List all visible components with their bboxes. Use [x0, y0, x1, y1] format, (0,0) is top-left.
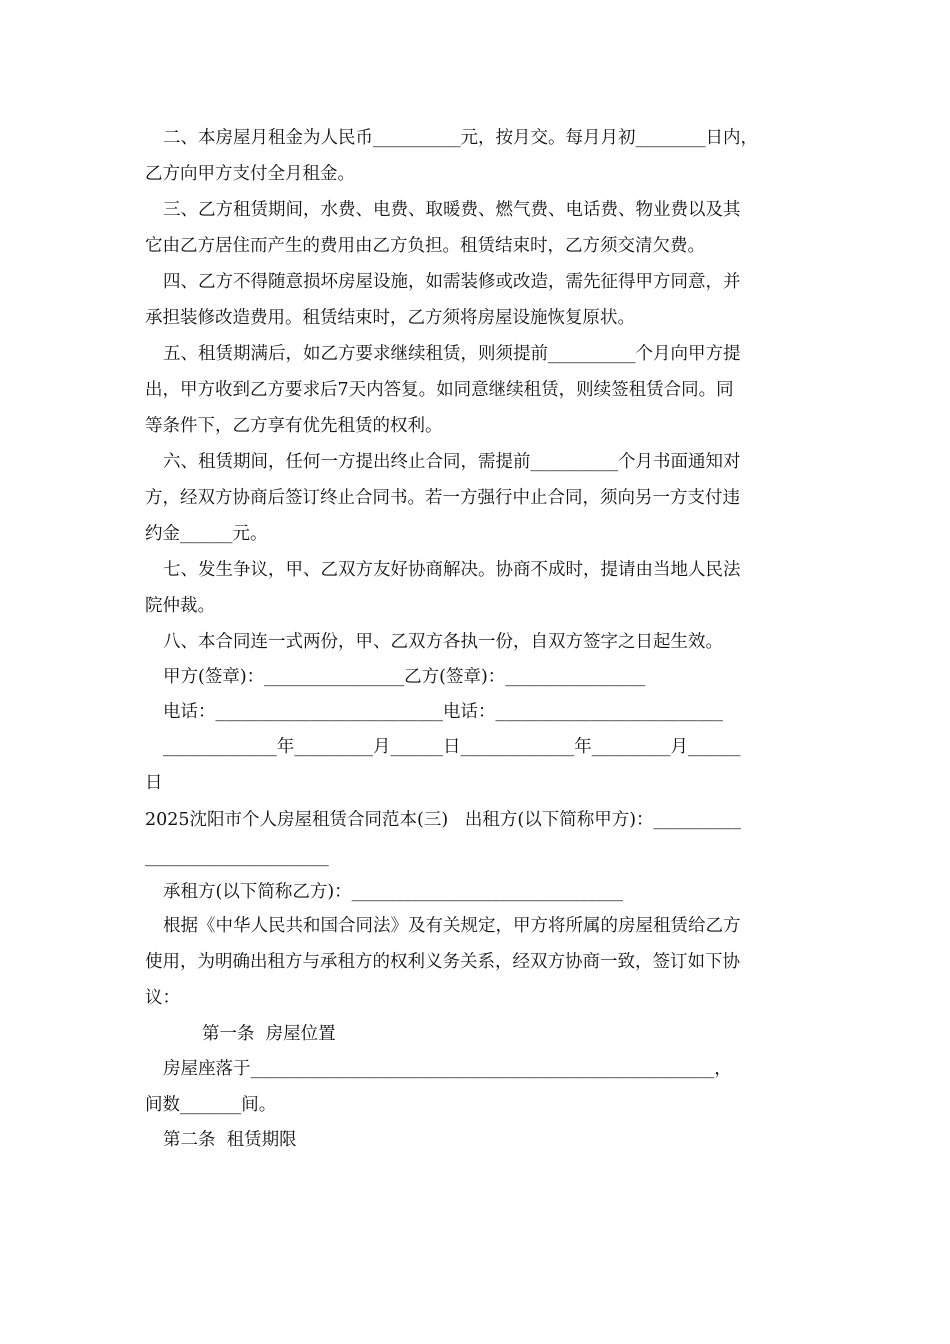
article-2-heading: 第二条 租赁期限 — [163, 1130, 297, 1150]
phone-line: 电话：__________________________电话：__________________________ — [163, 702, 723, 722]
lessor-blank-line: _____________________ — [145, 847, 329, 867]
article-1-heading: 第一条 房屋位置 — [202, 1024, 336, 1044]
clause-5-line-3: 等条件下，乙方享有优先租赁的权利。 — [145, 416, 443, 436]
preamble-line-1: 根据《中华人民共和国合同法》及有关规定，甲方将所属的房屋租赁给乙方 — [163, 916, 741, 936]
date-line-end: 日 — [145, 773, 163, 793]
clause-8-line-1: 八、本合同连一式两份，甲、乙双方各执一份，自双方签字之日起生效。 — [163, 632, 723, 652]
clause-5-line-1: 五、租赁期满后，如乙方要求继续租赁，则须提前__________个月向甲方提 — [163, 344, 741, 364]
clause-7-line-2: 院仲裁。 — [145, 596, 215, 616]
date-line: _____________年_________月______日_____________年_________月______ — [163, 737, 741, 757]
preamble-line-2: 使用，为明确出租方与承租方的权利义务关系，经双方协商一致，签订如下协 — [145, 952, 740, 972]
clause-7-line-1: 七、发生争议，甲、乙双方友好协商解决。协商不成时，提请由当地人民法 — [163, 560, 741, 580]
signature-line: 甲方(签章)：________________乙方(签章)：________________ — [163, 667, 646, 687]
rooms-line: 间数_______间。 — [145, 1095, 277, 1115]
clause-6-line-3: 约金______元。 — [145, 524, 268, 544]
contract-title-line: 2025沈阳市个人房屋租赁合同范本(三) 出租方(以下简称甲方)：__________ — [145, 810, 742, 830]
clause-6-line-1: 六、租赁期间，任何一方提出终止合同，需提前__________个月书面通知对 — [163, 452, 741, 472]
lessee-line: 承租方(以下简称乙方)：_______________________________ — [163, 882, 623, 902]
preamble-line-3: 议： — [145, 988, 180, 1008]
clause-5-line-2: 出，甲方收到乙方要求后7天内答复。如同意继续租赁，则续签租赁合同。同 — [145, 380, 734, 400]
clause-4-line-1: 四、乙方不得随意损坏房屋设施，如需装修或改造，需先征得甲方同意，并 — [163, 272, 741, 292]
clause-4-line-2: 承担装修改造费用。租赁结束时，乙方须将房屋设施恢复原状。 — [145, 308, 635, 328]
clause-6-line-2: 方，经双方协商后签订终止合同书。若一方强行中止合同，须向另一方支付违 — [145, 488, 740, 508]
clause-3-line-2: 它由乙方居住而产生的费用由乙方负担。租赁结束时，乙方须交清欠费。 — [145, 236, 705, 256]
clause-2-line-1: 二、本房屋月租金为人民币__________元，按月交。每月月初________日内， — [163, 128, 758, 148]
clause-2-line-2: 乙方向甲方支付全月租金。 — [145, 164, 355, 184]
clause-3-line-1: 三、乙方租赁期间，水费、电费、取暖费、燃气费、电话费、物业费以及其 — [163, 200, 741, 220]
address-line: 房屋座落于_____________________________________________________， — [163, 1059, 732, 1079]
